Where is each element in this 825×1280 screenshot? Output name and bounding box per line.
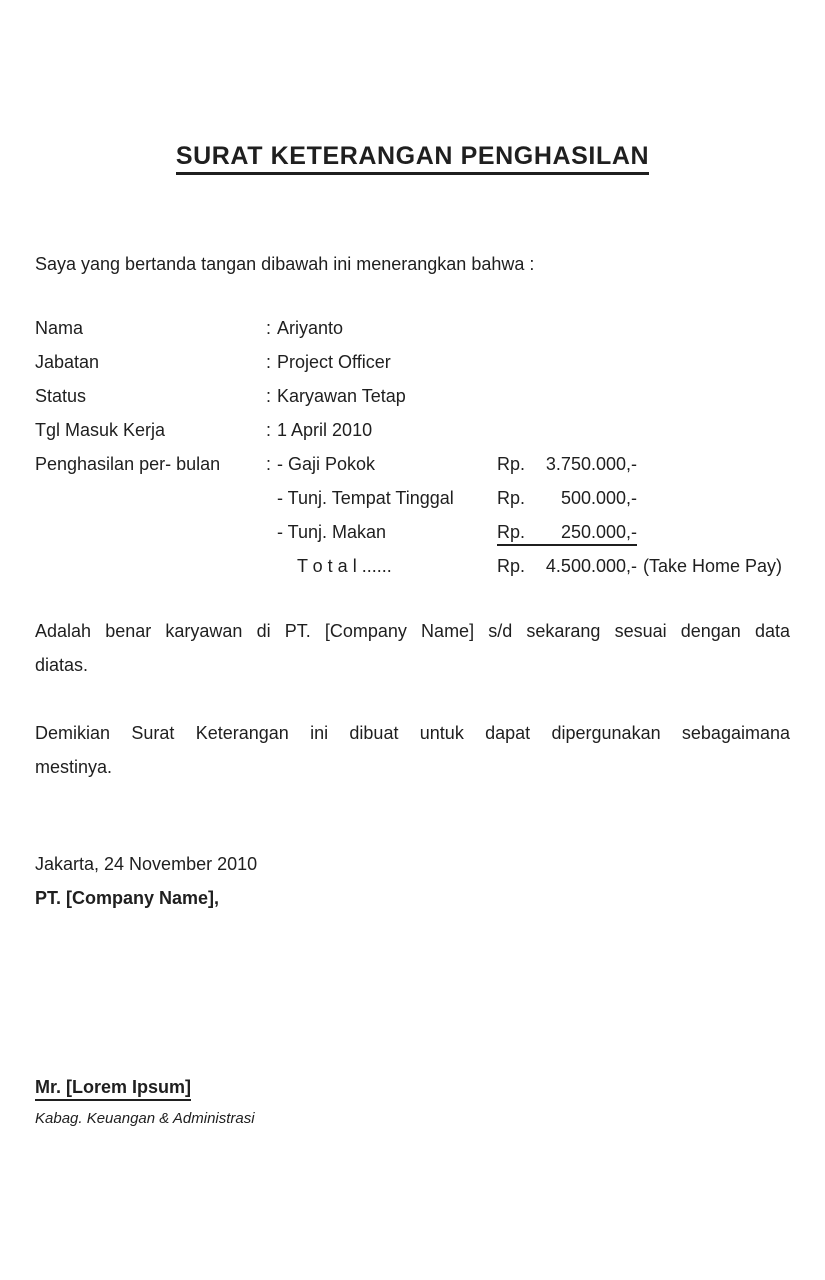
field-label: Tgl Masuk Kerja (35, 420, 166, 440)
date-line: Jakarta, 24 November 2010 (35, 854, 258, 874)
paragraph-line: mestinya. (35, 757, 113, 777)
title-wrap (35, 144, 790, 175)
colon-separator: : (266, 386, 272, 406)
amount-box (497, 453, 637, 475)
signer-name: Mr. [Lorem Ipsum] (35, 1077, 191, 1101)
field-value (266, 311, 790, 345)
income-item (266, 515, 497, 549)
amount-value: 500.000,- (560, 488, 637, 508)
income-row-tunj-tempat-tinggal (35, 481, 790, 515)
field-row-jabatan (35, 345, 790, 379)
income-row-gaji-pokok (35, 447, 790, 481)
income-row-total (35, 549, 790, 583)
colon-separator: : (266, 454, 272, 474)
amount-box (497, 487, 637, 509)
total-amount-cell (497, 549, 790, 583)
income-item (266, 481, 497, 515)
field-label: Nama (35, 318, 84, 338)
paragraph-line: diatas. (35, 655, 89, 675)
colon-separator: : (266, 420, 272, 440)
document-title: SURAT KETERANGAN PENGHASILAN (176, 144, 649, 175)
field-value-text: 1 April 2010 (277, 420, 373, 440)
colon-separator: : (266, 352, 272, 372)
paragraph-line: Demikian Surat Keterangan ini dibuat untuk dapat dipergunakan sebagaimana (35, 723, 790, 743)
colon-separator: : (266, 318, 272, 338)
field-row-tgl-masuk (35, 413, 790, 447)
field-label: Jabatan (35, 352, 100, 372)
paragraph-closing (35, 716, 790, 784)
income-amount-cell (497, 515, 790, 549)
currency-label: Rp. (497, 488, 526, 508)
amount-value: 3.750.000,- (545, 454, 637, 474)
income-label-empty (35, 515, 266, 549)
income-item-name: - Tunj. Makan (277, 522, 387, 542)
currency-label: Rp. (497, 522, 526, 542)
currency-label: Rp. (497, 556, 526, 576)
take-home-pay-note: (Take Home Pay) (643, 556, 783, 576)
field-row-nama (35, 311, 790, 345)
signer-title: Kabag. Keuangan & Administrasi (35, 1110, 255, 1127)
income-item-name: - Tunj. Tempat Tinggal (277, 488, 454, 508)
field-value (266, 379, 790, 413)
income-label-empty (35, 481, 266, 515)
amount-box-underlined (497, 521, 637, 546)
income-item-name: - Gaji Pokok (277, 454, 376, 474)
income-amount-cell (497, 447, 790, 481)
income-row-tunj-makan (35, 515, 790, 549)
signature-block (35, 1077, 790, 1128)
field-value-text: Ariyanto (277, 318, 344, 338)
total-label: T o t a l ...... (297, 556, 392, 576)
income-amount-cell (497, 481, 790, 515)
paragraph-line: Adalah benar karyawan di PT. [Company Name] s/d sekarang sesuai dengan data (35, 621, 790, 641)
income-item (266, 447, 497, 481)
amount-value: 250.000,- (560, 522, 637, 542)
amount-value: 4.500.000,- (545, 556, 637, 576)
intro-text: Saya yang bertanda tangan dibawah ini menerangkan bahwa : (35, 254, 535, 274)
paragraph-confirmation (35, 614, 790, 682)
income-label: Penghasilan per- bulan (35, 454, 221, 474)
field-label: Status (35, 386, 87, 406)
field-row-status (35, 379, 790, 413)
field-value (266, 345, 790, 379)
fields-block (35, 311, 790, 583)
income-label-empty (35, 549, 266, 583)
field-value-text: Karyawan Tetap (277, 386, 406, 406)
closing-block (35, 847, 790, 915)
company-line: PT. [Company Name], (35, 888, 220, 908)
field-value-text: Project Officer (277, 352, 391, 372)
currency-label: Rp. (497, 454, 526, 474)
amount-box (497, 555, 637, 577)
field-value (266, 413, 790, 447)
